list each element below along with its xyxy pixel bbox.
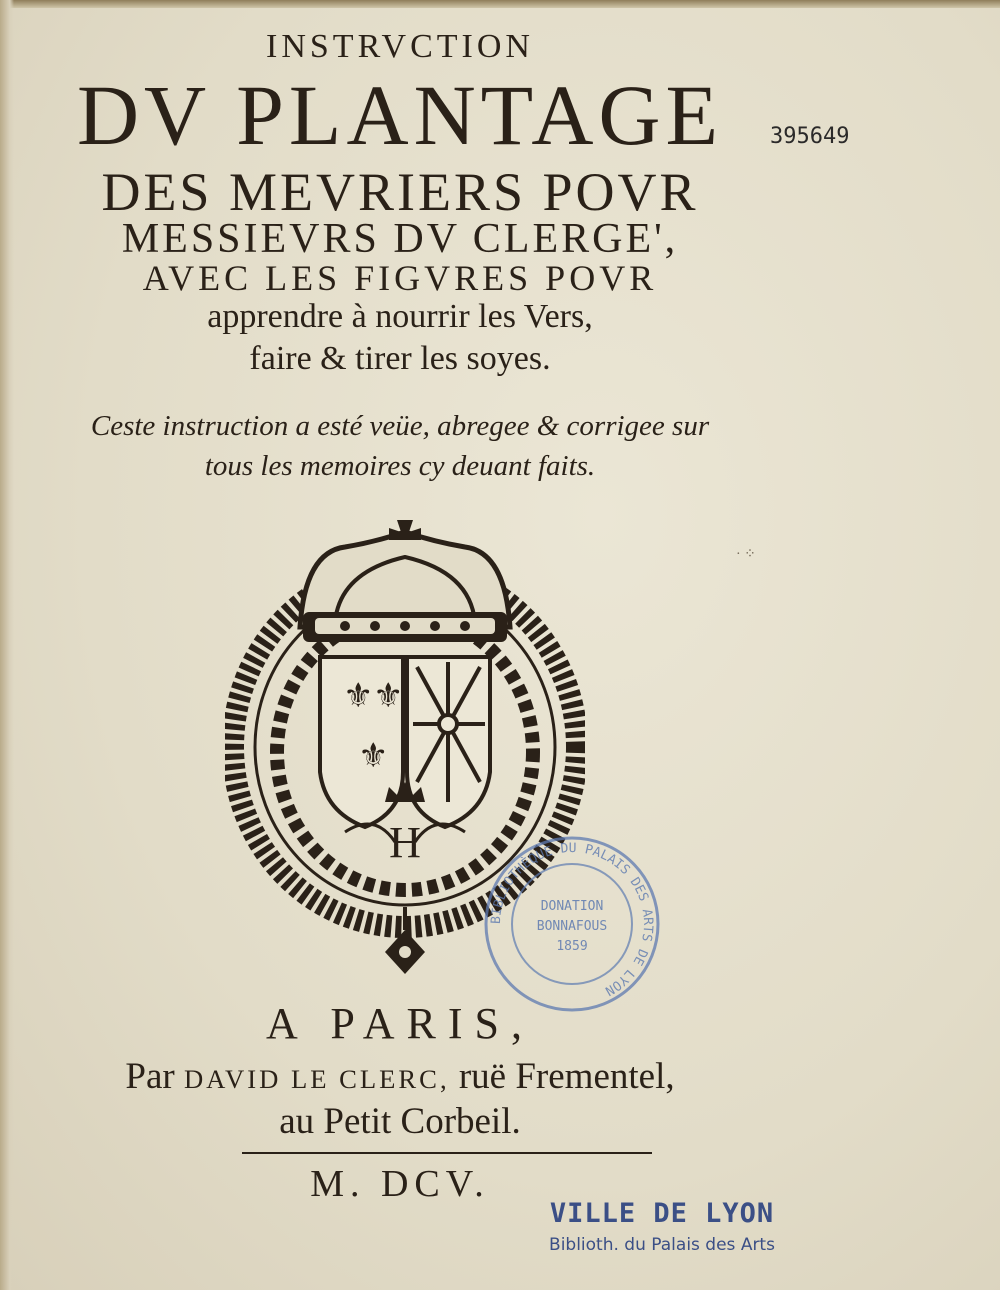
fleur-de-lis-icon: ⚜ (358, 738, 389, 775)
page-top-edge (0, 0, 1000, 8)
imprint-location: au Petit Corbeil. (279, 1101, 521, 1142)
imprint-printer-prefix: Par (125, 1056, 175, 1097)
stamp-inner-line-1: DONATION (540, 899, 604, 914)
title-line-3: DES MEVRIERS POVR (101, 162, 699, 222)
library-stamp (542, 1198, 782, 1255)
title-line-6: apprendre à nourrir les Vers, (207, 298, 593, 335)
library-stamp-line-2: Biblioth. du Palais des Arts (549, 1235, 775, 1255)
pencil-mark: · ⁘ (736, 547, 756, 562)
donation-stamp (480, 832, 665, 1017)
library-stamp-line-1: VILLE DE LYON (549, 1198, 775, 1229)
title-line-2: DV PLANTAGE (76, 67, 724, 163)
stamp-outer-text: BIBLIOTHÈQUE DU PALAIS DES ARTS DE LYON (488, 840, 656, 999)
svg-text:H: H (389, 818, 421, 867)
imprint-printer-suffix: ruë Frementel, (458, 1056, 675, 1097)
shelfmark-number: 395649 (770, 124, 850, 149)
imprint-city: A PARIS, (265, 999, 535, 1048)
crown-icon (300, 520, 510, 642)
imprint-rule (242, 1152, 652, 1154)
imprint-year: M. DCV. (310, 1163, 490, 1205)
subtitle-line-2: tous les memoires cy deuant faits. (204, 450, 596, 482)
title-line-7: faire & tirer les soyes. (249, 340, 551, 377)
title-line-4: MESSIEVRS DV CLERGE', (121, 216, 679, 262)
imprint-printer (0, 1055, 800, 1098)
fleur-de-lis-icon: ⚜ (373, 678, 404, 715)
title-line-1: INSTRVCTION (266, 28, 534, 65)
imprint-printer-name: DAVID LE CLERC, (183, 1064, 450, 1094)
fleur-de-lis-icon: ⚜ (343, 678, 374, 715)
stamp-inner-line-3: 1859 (556, 939, 588, 954)
title-line-5: AVEC LES FIGVRES POVR (142, 258, 658, 298)
subtitle-line-1: Ceste instruction a esté veüe, abregee & corrigee sur (90, 410, 710, 442)
stamp-inner-line-2: BONNAFOUS (536, 919, 608, 934)
